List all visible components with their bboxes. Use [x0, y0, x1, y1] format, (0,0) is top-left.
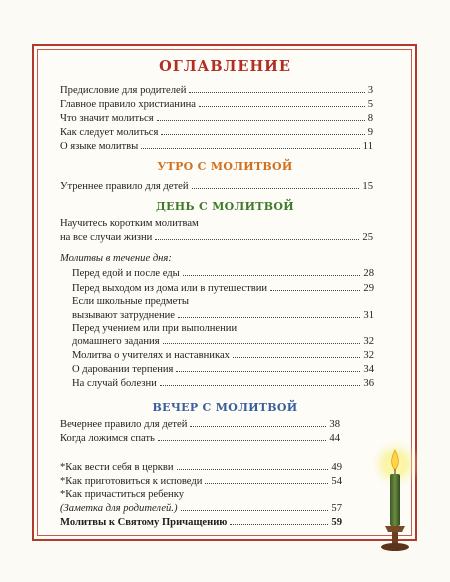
leader-dots [178, 308, 360, 318]
section-heading-evening: ВЕЧЕР С МОЛИТВОЙ [152, 401, 298, 414]
toc-label: Перед выходом из дома или в путешествии [72, 283, 268, 294]
toc-label-line1[interactable]: Если школьные предметы [72, 296, 190, 307]
leader-dots [160, 376, 361, 386]
toc-page: 5 [367, 99, 373, 110]
toc-page: 29 [363, 283, 374, 294]
toc-page: 3 [367, 85, 373, 96]
sub-heading: Молитвы в течение дня: [60, 253, 172, 264]
candle-body [390, 474, 400, 526]
section-heading-day: ДЕНЬ С МОЛИТВОЙ [156, 200, 294, 213]
leader-dots [270, 281, 360, 291]
toc-row[interactable] [72, 308, 374, 321]
toc-row[interactable] [60, 515, 342, 528]
leader-dots [189, 83, 364, 93]
toc-label-line1[interactable]: *Как причаститься ребенку [60, 489, 184, 500]
toc-label: Главное правило христианина [60, 99, 197, 110]
toc-label: Вечернее правило для детей [60, 419, 188, 430]
leader-dots [183, 266, 361, 276]
leader-dots [192, 179, 360, 189]
toc-label: Что значит молиться [60, 113, 154, 124]
toc-row[interactable] [60, 139, 373, 152]
leader-dots [205, 474, 328, 484]
toc-label: *Как приготовиться к исповеди [60, 476, 203, 487]
leader-dots [158, 431, 327, 441]
toc-label: домашнего задания [72, 336, 160, 347]
toc-page: 31 [363, 310, 374, 321]
candle-holder-stem [392, 532, 398, 544]
toc-page: 38 [329, 419, 340, 430]
toc-row[interactable] [60, 431, 340, 444]
toc-label-line1[interactable]: Научитесь коротким молитвам [60, 218, 199, 229]
leader-dots [233, 348, 360, 358]
toc-page: 25 [362, 232, 373, 243]
toc-page: 34 [363, 364, 374, 375]
toc-page: 32 [363, 336, 374, 347]
toc-page: 15 [362, 181, 373, 192]
toc-page: 11 [362, 141, 373, 152]
toc-label: Как следует молиться [60, 127, 159, 138]
toc-label: Утреннее правило для детей [60, 181, 189, 192]
toc-row[interactable] [72, 266, 374, 279]
candle-illustration [355, 440, 435, 560]
toc-row[interactable] [60, 97, 373, 110]
toc-label: На случай болезни [72, 378, 157, 389]
toc-page: 57 [331, 503, 342, 514]
toc-label: (Заметка для родителей.) [60, 503, 178, 514]
leader-dots [199, 97, 365, 107]
toc-row[interactable] [72, 362, 374, 375]
toc-page: 8 [367, 113, 373, 124]
leader-dots [190, 417, 326, 427]
toc-row[interactable] [60, 125, 373, 138]
candle-holder-base [381, 543, 409, 551]
section-heading-morning: УТРО С МОЛИТВОЙ [157, 160, 293, 173]
toc-row[interactable] [60, 501, 342, 514]
toc-row[interactable] [72, 334, 374, 347]
page-title: ОГЛАВЛЕНИЕ [159, 58, 291, 75]
candle-holder-cup [385, 526, 405, 532]
toc-row[interactable] [72, 376, 374, 389]
toc-label: *Как вести себя в церкви [60, 462, 174, 473]
toc-label: Предисловие для родителей [60, 85, 187, 96]
toc-label: вызывают затруднение [72, 310, 175, 321]
toc-label: Молитва о учителях и наставниках [72, 350, 230, 361]
toc-row[interactable] [60, 83, 373, 96]
toc-page: 59 [331, 517, 342, 528]
toc-label: О языке молитвы [60, 141, 139, 152]
toc-row[interactable] [60, 417, 340, 430]
toc-page: 44 [329, 433, 340, 444]
toc-row[interactable] [60, 474, 342, 487]
toc-page: 54 [331, 476, 342, 487]
toc-row[interactable] [72, 281, 374, 294]
toc-page: 36 [363, 378, 374, 389]
toc-row[interactable] [60, 460, 342, 473]
leader-dots [230, 515, 328, 525]
toc-page: 49 [331, 462, 342, 473]
leader-dots [161, 125, 364, 135]
toc-page: 32 [363, 350, 374, 361]
toc-label-line1[interactable]: Перед учением или при выполнении [72, 323, 238, 334]
toc-label: на все случаи жизни [60, 232, 153, 243]
leader-dots [181, 501, 329, 511]
toc-row[interactable] [60, 111, 373, 124]
toc-label: О даровании терпения [72, 364, 174, 375]
toc-label: Когда ложимся спать [60, 433, 155, 444]
leader-dots [163, 334, 361, 344]
leader-dots [176, 362, 360, 372]
leader-dots [157, 111, 365, 121]
toc-page: 28 [363, 268, 374, 279]
toc-label: Молитвы к Святому Причащению [60, 517, 228, 528]
toc-page: 9 [367, 127, 373, 138]
toc-row[interactable] [60, 230, 373, 243]
toc-row[interactable] [60, 179, 373, 192]
leader-dots [177, 460, 329, 470]
toc-label: Перед едой и после еды [72, 268, 180, 279]
toc-row[interactable] [72, 348, 374, 361]
leader-dots [155, 230, 359, 240]
leader-dots [141, 139, 360, 149]
